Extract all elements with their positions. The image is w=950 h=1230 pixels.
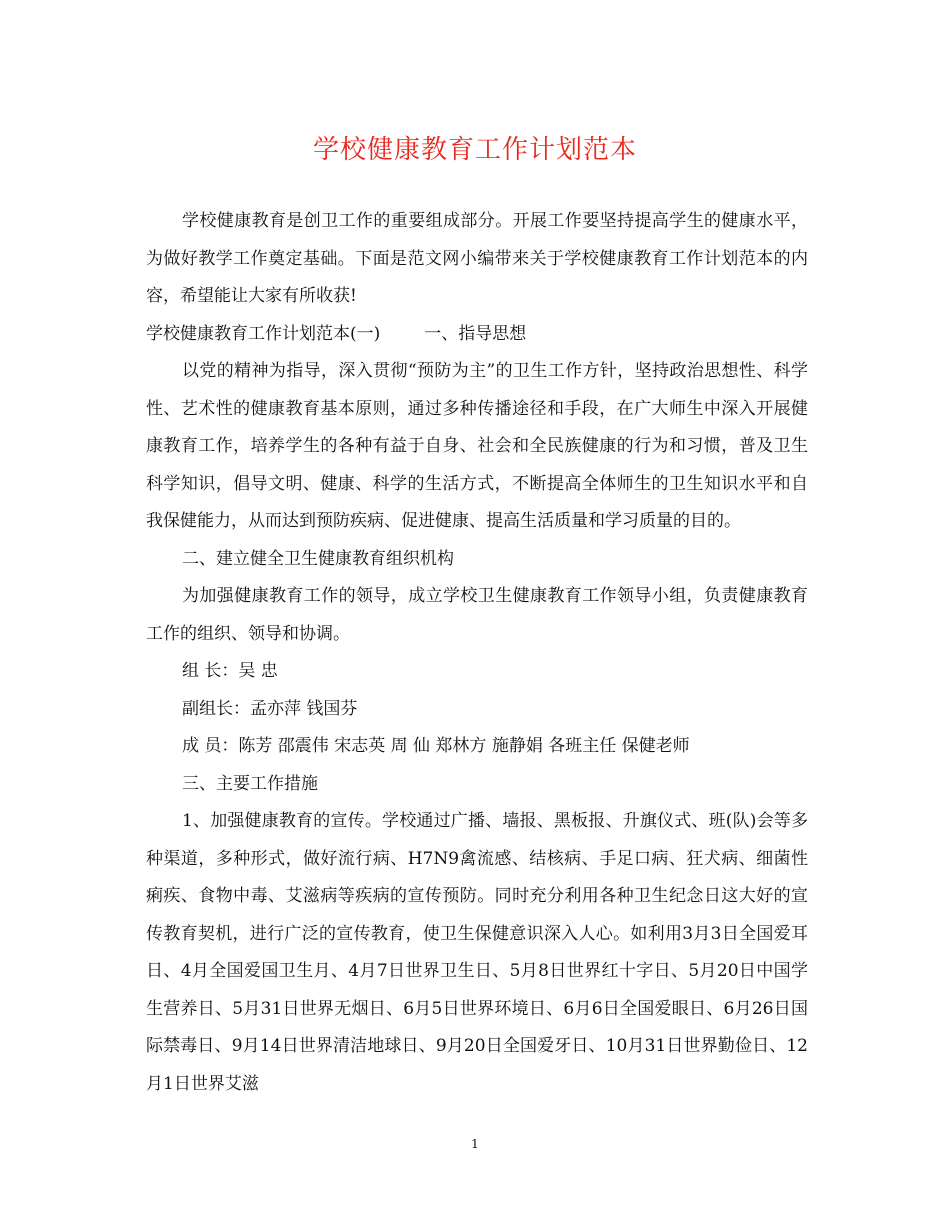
- section-heading-line: [146, 316, 808, 354]
- organization-paragraph: 为加强健康教育工作的领导，成立学校卫生健康教育工作领导小组，负责健康教育工作的组织、领导和协调。: [146, 586, 808, 644]
- intro-paragraph: 学校健康教育是创卫工作的重要组成部分。开展工作要坚持提高学生的健康水平，为做好教学工作奠定基础。下面是范文网小编带来关于学校健康教育工作计划范本的内容，希望能让大家有所收获!: [146, 211, 808, 306]
- heading-main-measures: 三、主要工作措施: [182, 773, 318, 794]
- guiding-principles-paragraph: 以党的精神为指导，深入贯彻“预防为主”的卫生工作方针，坚持政治思想性、科学性、艺术性的健康教育基本原则，通过多种传播途径和手段，在广大师生中深入开展健康教育工作，培养学生的各种有益于自身、社会和全民族健康的行为和习惯，普及卫生科学知识，倡导文明、健康、科学的生活方式，不断提高全体师生的卫生知识水平和自我保健能力，从而达到预防疾病、促进健康、提高生活质量和学习质量的目的。: [146, 361, 808, 531]
- heading-organization: 二、建立健全卫生健康教育组织机构: [182, 548, 454, 569]
- document-body: [146, 203, 808, 1103]
- members-line: 成 员：陈芳 邵震伟 宋志英 周 仙 郑林方 施静娟 各班主任 保健老师: [182, 736, 690, 756]
- deputy-leader-line: 副组长：孟亦萍 钱国芬: [182, 698, 358, 719]
- page-number: 1: [471, 1137, 479, 1151]
- document-title: 学校健康教育工作计划范本: [312, 135, 637, 165]
- leader-line: 组 长：吴 忠: [182, 661, 278, 681]
- heading-guiding-principles: 一、指导思想: [424, 323, 527, 344]
- measure-1-paragraph: 1、加强健康教育的宣传。学校通过广播、墙报、黑板报、升旗仪式、班(队)会等多种渠道，多种形式，做好流行病、H7N9禽流感、结核病、手足口病、狂犬病、细菌性痢疾、食物中毒、艾滋病等疾病的宣传预防。同时充分利用各种卫生纪念日这大好的宣传教育契机，进行广泛的宣传教育，使卫生保健意识深入人心。如利用3月3日全国爱耳日、4月全国爱国卫生月、4月7日世界卫生日、5月8日世界红十字日、5月20日中国学生营养日、5月31日世界无烟日、6月5日世界环境日、6月6日全国爱眼日、6月26日国际禁毒日、9月14日世界清洁地球日、9月20日全国爱牙日、10月31日世界勤俭日、12月1日世界艾滋: [146, 811, 808, 1094]
- section-label: 学校健康教育工作计划范本(一): [146, 323, 381, 344]
